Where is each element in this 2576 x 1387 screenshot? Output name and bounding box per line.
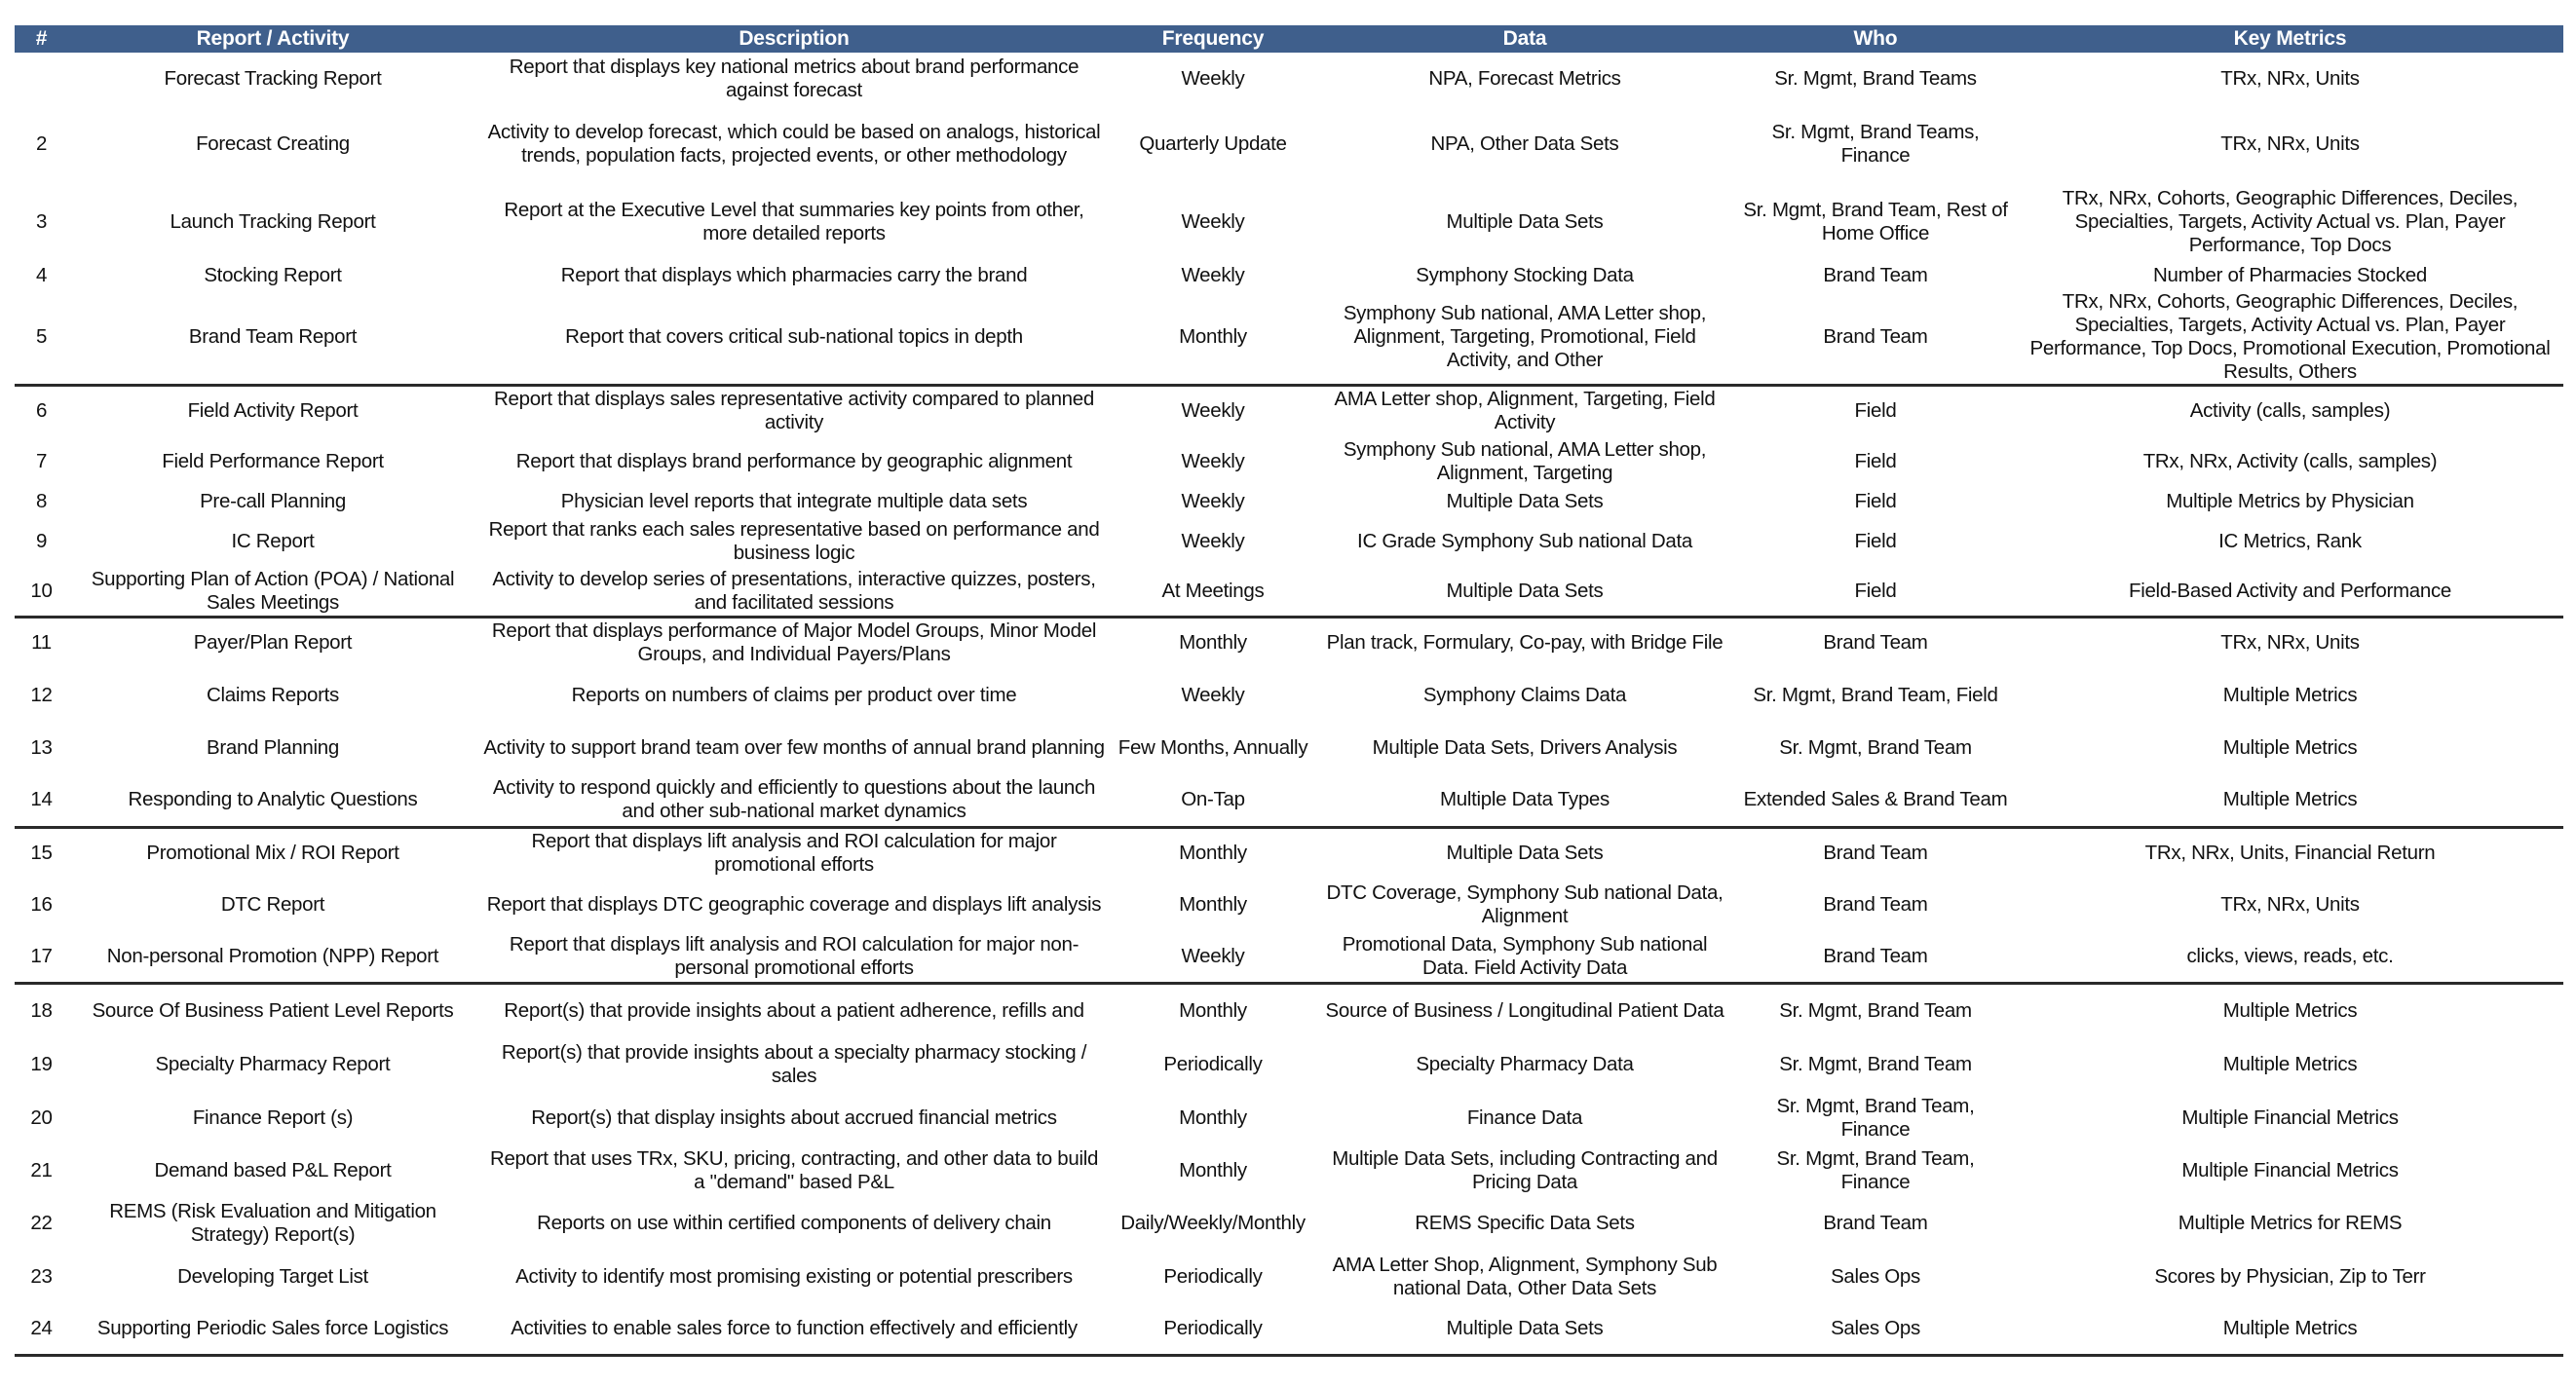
report-data-source: AMA Letter Shop, Alignment, Symphony Sub national Data, Other Data Sets (1332, 1253, 1718, 1299)
table-row (15, 668, 2563, 723)
report-frequency: Periodically (1163, 1264, 1263, 1288)
table-row (15, 261, 2563, 290)
table-row (15, 1091, 2563, 1145)
report-name: Pre-call Planning (200, 489, 346, 512)
report-name: Field Performance Report (162, 449, 384, 472)
report-description: Activity to respond quickly and efficiently to questions about the launch and other sub-national market dynamics (477, 773, 1111, 828)
report-key-metrics: Multiple Metrics (2017, 1303, 2563, 1356)
report-key-metrics: Scores by Physician, Zip to Terr (2154, 1264, 2426, 1288)
report-audience: Sr. Mgmt, Brand Team (1779, 735, 1972, 759)
report-frequency: Weekly (1181, 210, 1245, 233)
report-frequency: Monthly (1179, 631, 1247, 655)
row-number: 10 (15, 567, 68, 618)
report-description: Report that displays lift analysis and ROI calculation for major promotional efforts (531, 830, 1057, 877)
report-data-source: Multiple Data Sets (1446, 489, 1604, 512)
report-frequency: Daily/Weekly/Monthly (1120, 1211, 1306, 1234)
report-data-source: Multiple Data Sets, including Contracting and Pricing Data (1332, 1146, 1718, 1193)
report-data-source: REMS Specific Data Sets (1415, 1211, 1635, 1234)
report-frequency: Weekly (1181, 399, 1245, 423)
report-frequency: At Meetings (1111, 567, 1315, 618)
report-audience: Brand Team (1823, 264, 1928, 286)
report-description: Report(s) that provide insights about a specialty pharmacy stocking / sales (501, 1040, 1087, 1087)
report-key-metrics: TRx, NRx, Units (2220, 67, 2360, 90)
report-audience: Brand Team (1734, 931, 2017, 984)
report-description: Report that ranks each sales representative based on performance and business logic (488, 517, 1100, 564)
report-frequency: Few Months, Annually (1118, 735, 1308, 759)
table-row (15, 487, 2563, 516)
report-data-source: Symphony Stocking Data (1416, 264, 1634, 286)
table-row (15, 53, 2563, 105)
report-key-metrics: TRx, NRx, Cohorts, Geographic Differences, Deciles, Specialties, Targets, Activity Actual vs. Plan, Payer Performance, Top Docs, Promotional Execution, Promotional Results, Others (2017, 290, 2563, 386)
report-audience: Sr. Mgmt, Brand Team (1779, 1052, 1972, 1075)
column-header-report: Report / Activity (68, 25, 477, 53)
report-name: Specialty Pharmacy Report (155, 1052, 391, 1075)
report-data-source: Multiple Data Sets (1315, 1303, 1734, 1356)
column-header-description: Description (477, 25, 1111, 53)
report-key-metrics: Field-Based Activity and Performance (2017, 567, 2563, 618)
report-name: Brand Team Report (68, 290, 477, 386)
column-header-number: # (15, 25, 68, 53)
row-number: 18 (30, 999, 53, 1023)
row-number: 23 (30, 1264, 53, 1288)
report-data-source: NPA, Forecast Metrics (1428, 67, 1621, 90)
report-name: Stocking Report (204, 264, 342, 286)
report-key-metrics: TRx, NRx, Activity (calls, samples) (2142, 449, 2438, 472)
report-audience: Extended Sales & Brand Team (1734, 773, 2017, 828)
report-audience: Field (1854, 529, 1897, 552)
report-audience: Brand Team (1823, 842, 1928, 865)
column-header-frequency: Frequency (1111, 25, 1315, 53)
report-data-source: Multiple Data Types (1315, 773, 1734, 828)
report-name: Brand Planning (207, 735, 339, 759)
report-frequency: Monthly (1179, 1158, 1247, 1181)
report-data-source: AMA Letter shop, Alignment, Targeting, Field Activity (1334, 388, 1716, 434)
report-data-source: DTC Coverage, Symphony Sub national Data, Alignment (1326, 881, 1724, 927)
report-audience: Brand Team (1823, 1211, 1928, 1234)
report-description: Activity to identify most promising existing or potential prescribers (515, 1264, 1073, 1288)
report-audience: Sr. Mgmt, Brand Teams, Finance (1771, 121, 1980, 167)
report-description: Report that covers critical sub-national topics in depth (477, 290, 1111, 386)
row-number: 2 (35, 132, 48, 155)
report-description: Report(s) that display insights about accrued financial metrics (531, 1106, 1057, 1129)
report-name: Non-personal Promotion (NPP) Report (68, 931, 477, 984)
report-description: Physician level reports that integrate multiple data sets (560, 489, 1028, 512)
report-data-source: Specialty Pharmacy Data (1416, 1052, 1634, 1075)
report-data-source: Multiple Data Sets (1446, 842, 1604, 865)
report-key-metrics: Multiple Financial Metrics (2181, 1158, 2399, 1181)
report-audience: Sr. Mgmt, Brand Team (1779, 999, 1972, 1023)
report-name: Forecast Creating (196, 132, 350, 155)
report-name: Claims Reports (207, 683, 339, 706)
report-name: Demand based P&L Report (154, 1158, 392, 1181)
row-number: 13 (30, 735, 53, 759)
report-description: Activity to develop series of presentations, interactive quizzes, posters, and facilitated sessions (477, 567, 1111, 618)
table-row (15, 386, 2563, 436)
table-row (15, 1145, 2563, 1196)
table-row (15, 567, 2563, 618)
row-number: 9 (35, 529, 48, 552)
report-description: Activity to develop forecast, which could be based on analogs, historical trends, population facts, projected events, or other methodology (487, 121, 1101, 167)
report-name: Supporting Plan of Action (POA) / National Sales Meetings (68, 567, 477, 618)
report-description: Report that uses TRx, SKU, pricing, contracting, and other data to build a "demand" based P&L (489, 1146, 1099, 1193)
table-row (15, 1303, 2563, 1356)
report-data-source: Multiple Data Sets (1446, 210, 1604, 233)
row-number: 6 (35, 399, 48, 423)
row-number: 7 (35, 449, 48, 472)
report-key-metrics: clicks, views, reads, etc. (2017, 931, 2563, 984)
report-audience: Brand Team (1734, 290, 2017, 386)
report-data-source: Multiple Data Sets (1315, 567, 1734, 618)
column-header-data: Data (1315, 25, 1734, 53)
table-row (15, 984, 2563, 1038)
report-frequency: Weekly (1111, 931, 1315, 984)
report-audience: Brand Team (1823, 631, 1928, 655)
report-description: Activities to enable sales force to function effectively and efficiently (477, 1303, 1111, 1356)
table-row (15, 931, 2563, 984)
table-row (15, 436, 2563, 487)
report-frequency: Weekly (1181, 449, 1245, 472)
row-number: 15 (30, 842, 53, 865)
report-data-source: Symphony Claims Data (1422, 683, 1627, 706)
row-number: 19 (30, 1052, 53, 1075)
report-frequency: Periodically (1111, 1303, 1315, 1356)
report-data-source: Symphony Sub national, AMA Letter shop, Alignment, Targeting, Promotional, Field Activity, and Other (1315, 290, 1734, 386)
report-frequency: Monthly (1179, 892, 1247, 916)
report-description: Report that displays brand performance by geographic alignment (515, 449, 1073, 472)
table-row (15, 1196, 2563, 1251)
report-name: IC Report (231, 529, 315, 552)
report-name: Finance Report (s) (192, 1106, 354, 1129)
report-description: Report that displays lift analysis and ROI calculation for major non-personal promotional efforts (477, 931, 1111, 984)
row-number: 8 (35, 489, 48, 512)
table-row (15, 879, 2563, 931)
report-description: Report that displays sales representative activity compared to planned activity (494, 388, 1094, 434)
report-key-metrics: TRx, NRx, Units, Financial Return (2144, 842, 2436, 865)
report-frequency: Periodically (1163, 1052, 1263, 1075)
report-name: Field Activity Report (187, 399, 359, 423)
report-audience: Field (1854, 399, 1897, 423)
report-frequency: Monthly (1179, 999, 1247, 1023)
report-key-metrics: Multiple Metrics (2222, 1052, 2358, 1075)
report-name: Launch Tracking Report (170, 210, 376, 233)
report-audience: Sales Ops (1831, 1264, 1920, 1288)
report-activity-table (15, 25, 2563, 1357)
report-frequency: Monthly (1179, 842, 1247, 865)
report-audience: Sr. Mgmt, Brand Team, Field (1753, 683, 1998, 706)
row-number: 21 (30, 1158, 53, 1181)
report-data-source: Finance Data (1466, 1106, 1583, 1129)
row-number: 20 (30, 1106, 53, 1129)
report-data-source: Promotional Data, Symphony Sub national Data. Field Activity Data (1315, 931, 1734, 984)
table-row (15, 516, 2563, 567)
report-description: Reports on numbers of claims per product over time (571, 683, 1017, 706)
row-number: 11 (31, 631, 52, 655)
report-name: DTC Report (220, 892, 325, 916)
table-row (15, 618, 2563, 668)
table-row (15, 105, 2563, 183)
report-key-metrics: TRx, NRx, Units (2220, 631, 2360, 655)
report-audience: Sales Ops (1734, 1303, 2017, 1356)
report-name: Source Of Business Patient Level Reports (92, 999, 454, 1023)
table-row (15, 723, 2563, 773)
report-description: Reports on use within certified components of delivery chain (537, 1211, 1051, 1234)
report-audience: Sr. Mgmt, Brand Team, Rest of Home Office (1743, 199, 2008, 244)
table-row (15, 183, 2563, 261)
report-description: Report(s) that provide insights about a patient adherence, refills and (504, 999, 1084, 1023)
report-name: Payer/Plan Report (193, 631, 353, 655)
report-data-source: Source of Business / Longitudinal Patient Data (1325, 999, 1724, 1023)
report-data-source: Multiple Data Sets, Drivers Analysis (1372, 735, 1678, 759)
row-number: 22 (30, 1211, 53, 1234)
report-frequency: On-Tap (1111, 773, 1315, 828)
column-header-who: Who (1734, 25, 2017, 53)
report-name: Responding to Analytic Questions (68, 773, 477, 828)
report-name: Forecast Tracking Report (164, 67, 382, 90)
report-data-source: Symphony Sub national, AMA Letter shop, Alignment, Targeting (1343, 437, 1707, 484)
report-audience: Sr. Mgmt, Brand Team, Finance (1776, 1146, 1975, 1193)
row-number: 4 (35, 264, 48, 286)
row-number: 24 (15, 1303, 68, 1356)
table-header-row (15, 25, 2563, 53)
report-key-metrics: Number of Pharmacies Stocked (2152, 264, 2427, 286)
report-key-metrics: TRx, NRx, Units (2220, 132, 2360, 155)
report-name: Supporting Periodic Sales force Logistics (68, 1303, 477, 1356)
row-number: 12 (30, 683, 53, 706)
report-key-metrics: Multiple Metrics for REMS (2178, 1211, 2403, 1234)
row-number: 3 (35, 210, 48, 233)
report-audience: Sr. Mgmt, Brand Team, Finance (1776, 1094, 1975, 1141)
report-key-metrics: Multiple Metrics (2222, 683, 2358, 706)
row-number (15, 53, 68, 105)
table-row (15, 828, 2563, 879)
report-frequency: Weekly (1181, 683, 1245, 706)
report-key-metrics: Multiple Metrics (2017, 773, 2563, 828)
table-row (15, 773, 2563, 828)
report-data-source: IC Grade Symphony Sub national Data (1357, 529, 1692, 552)
report-name: Promotional Mix / ROI Report (146, 842, 399, 865)
row-number: 5 (15, 290, 68, 386)
report-audience: Field (1734, 567, 2017, 618)
report-key-metrics: Multiple Metrics (2222, 735, 2358, 759)
table-row (15, 290, 2563, 386)
row-number: 17 (15, 931, 68, 984)
report-description: Report that displays performance of Major Model Groups, Minor Model Groups, and Individual Payers/Plans (491, 619, 1097, 666)
table-row (15, 1251, 2563, 1303)
report-frequency: Weekly (1181, 264, 1245, 286)
report-key-metrics: Multiple Metrics (2222, 999, 2358, 1023)
row-number: 14 (15, 773, 68, 828)
report-audience: Field (1854, 449, 1897, 472)
report-frequency: Quarterly Update (1139, 132, 1287, 155)
report-audience: Brand Team (1823, 892, 1928, 916)
report-frequency: Weekly (1181, 529, 1245, 552)
report-frequency: Monthly (1179, 1106, 1247, 1129)
report-audience: Sr. Mgmt, Brand Teams (1774, 67, 1977, 90)
table-row (15, 1038, 2563, 1091)
report-frequency: Weekly (1181, 67, 1245, 90)
report-description: Report that displays DTC geographic coverage and displays lift analysis (486, 892, 1102, 916)
report-key-metrics: TRx, NRx, Cohorts, Geographic Differences, Deciles, Specialties, Targets, Activity Actual vs. Plan, Payer Performance, Top Docs (2062, 187, 2519, 256)
report-name: REMS (Risk Evaluation and Mitigation Strategy) Report(s) (109, 1199, 436, 1246)
report-key-metrics: Multiple Metrics by Physician (2166, 489, 2414, 512)
report-key-metrics: IC Metrics, Rank (2218, 529, 2362, 552)
report-key-metrics: Activity (calls, samples) (2189, 399, 2391, 423)
report-description: Report that displays key national metrics about brand performance against forecast (509, 56, 1080, 101)
report-data-source: Plan track, Formulary, Co-pay, with Bridge File (1326, 631, 1724, 655)
report-description: Report that displays which pharmacies carry the brand (560, 264, 1028, 286)
report-frequency: Weekly (1181, 489, 1245, 512)
row-number: 16 (30, 892, 53, 916)
report-key-metrics: Multiple Financial Metrics (2181, 1106, 2399, 1129)
report-frequency: Monthly (1111, 290, 1315, 386)
report-key-metrics: TRx, NRx, Units (2220, 892, 2360, 916)
report-description: Report at the Executive Level that summaries key points from other, more detailed reports (504, 199, 1084, 244)
report-description: Activity to support brand team over few months of annual brand planning (483, 735, 1105, 759)
report-name: Developing Target List (177, 1264, 368, 1288)
report-data-source: NPA, Other Data Sets (1430, 132, 1619, 155)
column-header-key-metrics: Key Metrics (2017, 25, 2563, 53)
report-audience: Field (1854, 489, 1897, 512)
